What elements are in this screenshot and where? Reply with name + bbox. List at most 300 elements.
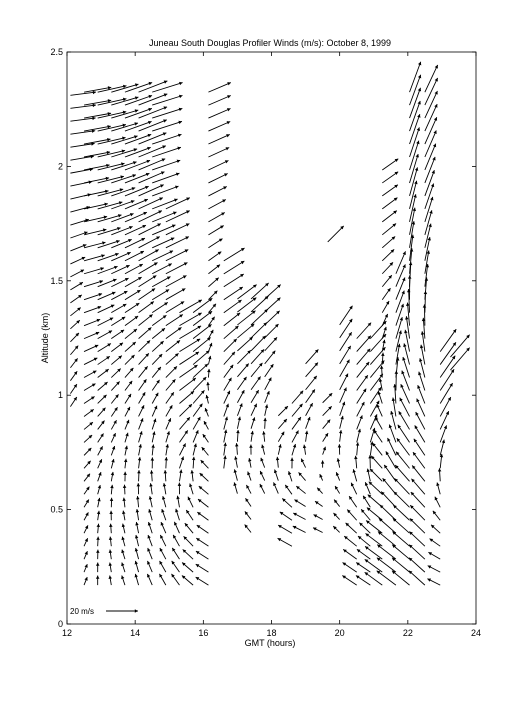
- wind-vector: [274, 470, 278, 481]
- wind-vector: [425, 277, 429, 299]
- wind-vector: [396, 264, 406, 286]
- wind-vector: [410, 518, 425, 533]
- wind-vector: [292, 404, 303, 417]
- wind-vector: [382, 185, 398, 196]
- wind-vector: [425, 91, 438, 118]
- wind-vector: [395, 478, 410, 494]
- wind-vector: [265, 337, 277, 351]
- wind-vector: [208, 199, 225, 208]
- y-tick-label: 0.5: [50, 505, 63, 515]
- wind-vector: [293, 513, 305, 520]
- wind-vector: [224, 378, 232, 391]
- wind-vector: [139, 327, 152, 338]
- wind-vector: [139, 288, 156, 299]
- wind-vector: [179, 339, 200, 352]
- wind-vector: [361, 509, 370, 520]
- x-tick-label: 18: [266, 628, 276, 638]
- wind-vector: [149, 483, 152, 494]
- wind-vector: [356, 562, 370, 572]
- wind-vector: [190, 470, 193, 481]
- wind-vector: [425, 78, 438, 105]
- wind-vector: [161, 522, 166, 533]
- wind-vector: [265, 311, 280, 325]
- wind-vector: [111, 226, 132, 235]
- y-tick-label: 0: [58, 619, 63, 629]
- wind-vector: [412, 465, 425, 481]
- wind-vector: [199, 486, 209, 494]
- wind-vector: [193, 298, 212, 312]
- wind-vector: [84, 461, 91, 469]
- wind-vector: [357, 402, 365, 416]
- wind-vector: [372, 443, 382, 455]
- wind-vector: [237, 377, 246, 390]
- wind-vector: [166, 353, 179, 364]
- wind-vector: [152, 393, 158, 404]
- wind-vector: [152, 354, 162, 365]
- wind-vector: [70, 181, 92, 187]
- wind-vector: [163, 483, 166, 494]
- wind-vector: [152, 82, 182, 92]
- wind-vector: [382, 159, 398, 170]
- wind-vector: [139, 223, 161, 234]
- wind-vector: [196, 538, 208, 546]
- wind-vector: [260, 458, 264, 468]
- wind-vector: [208, 160, 228, 170]
- wind-vector: [343, 549, 357, 559]
- wind-vector: [339, 430, 342, 442]
- wind-vector: [179, 378, 195, 390]
- wind-vector: [111, 343, 123, 352]
- wind-vector: [84, 177, 109, 183]
- wind-vector: [394, 492, 410, 507]
- wind-vector: [160, 535, 166, 546]
- wind-vector: [97, 498, 100, 507]
- wind-vector: [224, 339, 237, 352]
- wind-vector: [382, 236, 395, 247]
- wind-vector: [166, 366, 177, 377]
- wind-vector: [333, 513, 339, 520]
- wind-vector: [237, 364, 248, 377]
- wind-vector: [139, 106, 168, 118]
- wind-vector: [234, 456, 237, 467]
- wind-vector: [338, 444, 342, 454]
- y-tick-label: 2: [58, 161, 63, 171]
- wind-vector: [166, 418, 171, 429]
- wind-vector: [70, 104, 96, 109]
- wind-vector: [189, 483, 193, 494]
- wind-vector: [111, 213, 133, 222]
- wind-vector: [124, 459, 127, 469]
- wind-vector: [84, 358, 97, 365]
- wind-vector: [139, 379, 147, 390]
- wind-vector: [84, 422, 93, 429]
- wind-vector: [224, 248, 245, 261]
- wind-vector: [150, 470, 154, 481]
- wind-vector: [111, 433, 116, 442]
- wind-vector: [292, 431, 299, 443]
- wind-vector: [161, 509, 166, 520]
- wind-vector: [152, 432, 155, 443]
- wind-vector: [166, 431, 170, 442]
- wind-vector: [125, 225, 146, 235]
- wind-vector: [440, 369, 454, 390]
- wind-vector: [111, 459, 114, 468]
- wind-vector: [98, 421, 105, 430]
- wind-vector: [224, 365, 233, 378]
- wind-vector: [98, 369, 109, 377]
- y-axis-label: Altitude (km): [40, 313, 50, 364]
- chart-title: Juneau South Douglas Profiler Winds (m/s): October 8, 1999: [149, 38, 391, 48]
- wind-vector: [125, 160, 150, 170]
- wind-vector: [251, 417, 255, 428]
- wind-vector: [380, 505, 396, 520]
- wind-vector: [202, 447, 209, 455]
- x-axis-label: GMT (hours): [245, 638, 296, 648]
- wind-vector: [278, 432, 284, 442]
- wind-vector: [109, 563, 112, 573]
- wind-vector: [111, 407, 117, 416]
- y-tick-label: 1.5: [50, 276, 63, 286]
- wind-vector: [139, 158, 166, 170]
- wind-vector: [125, 446, 128, 456]
- wind-vector: [265, 298, 281, 312]
- wind-vector: [172, 548, 179, 559]
- wind-vector: [125, 420, 129, 430]
- wind-vector: [223, 443, 226, 456]
- wind-vector: [139, 197, 163, 208]
- wind-vector: [246, 485, 251, 494]
- wind-vector: [234, 469, 238, 480]
- wind-vector: [135, 548, 139, 559]
- wind-vector: [193, 430, 198, 442]
- wind-vector: [175, 509, 179, 520]
- wind-vector: [125, 316, 138, 326]
- wind-vector: [299, 472, 306, 480]
- wind-vector: [321, 460, 325, 467]
- wind-vector: [204, 421, 209, 429]
- wind-vector: [139, 119, 167, 131]
- wind-vector: [193, 337, 211, 351]
- wind-vector: [196, 551, 209, 559]
- wind-vector: [98, 356, 110, 364]
- wind-vector: [98, 98, 127, 105]
- wind-vector: [208, 252, 221, 261]
- wind-vector: [148, 509, 152, 520]
- wind-vector: [292, 444, 296, 455]
- wind-vector: [392, 571, 410, 585]
- wind-vector: [375, 417, 382, 429]
- wind-vector: [152, 251, 173, 261]
- x-tick-label: 22: [403, 628, 413, 638]
- wind-vector: [98, 485, 101, 494]
- wind-vector: [260, 484, 265, 494]
- wind-vector: [84, 125, 111, 131]
- wind-vector: [125, 381, 132, 391]
- wind-vector: [382, 262, 393, 273]
- wind-vector: [224, 313, 240, 326]
- wind-vector: [152, 406, 157, 417]
- wind-vector: [336, 472, 340, 480]
- wind-vector: [135, 561, 139, 572]
- wind-vector: [205, 395, 208, 403]
- wind-vector: [166, 444, 169, 455]
- wind-vector: [152, 160, 180, 170]
- wind-vector: [313, 528, 323, 533]
- wind-vector: [409, 558, 425, 572]
- wind-vector: [84, 577, 88, 585]
- wind-vector: [278, 406, 288, 416]
- wind-vector: [111, 317, 125, 326]
- wind-vector: [387, 438, 396, 455]
- wind-vector: [207, 369, 211, 378]
- wind-vector: [425, 184, 434, 209]
- wind-vector: [251, 376, 261, 389]
- wind-vector: [370, 414, 377, 429]
- scale-label: 20 m/s: [70, 607, 94, 616]
- wind-vector: [306, 363, 318, 377]
- wind-vector: [166, 392, 174, 403]
- wind-vector: [84, 216, 107, 222]
- wind-vector: [278, 419, 287, 429]
- wind-vector: [125, 173, 149, 183]
- wind-vector: [384, 465, 396, 481]
- wind-vector: [179, 404, 192, 416]
- wind-vector: [396, 251, 406, 273]
- wind-vector: [122, 524, 125, 534]
- wind-vector: [84, 241, 106, 247]
- wind-vector: [371, 456, 382, 468]
- wind-vector: [425, 170, 435, 196]
- wind-vector: [208, 343, 212, 352]
- wind-vector: [98, 408, 106, 417]
- wind-vector: [152, 380, 159, 391]
- wind-vector: [152, 95, 182, 105]
- wind-vector: [139, 366, 148, 377]
- wind-vector: [237, 390, 244, 403]
- wind-vector: [347, 510, 356, 521]
- wind-vector: [357, 336, 371, 352]
- wind-vector: [159, 574, 165, 585]
- wind-vector: [265, 391, 270, 403]
- wind-vector: [166, 210, 190, 221]
- wind-vector: [152, 341, 163, 351]
- wind-vector: [208, 317, 214, 326]
- wind-vector: [96, 563, 100, 573]
- wind-vector: [84, 409, 94, 416]
- wind-vector: [166, 405, 172, 416]
- wind-vector: [109, 550, 112, 560]
- wind-vector: [250, 431, 253, 442]
- x-tick-label: 12: [62, 628, 72, 638]
- wind-vector: [382, 275, 392, 287]
- wind-vector: [147, 574, 152, 585]
- wind-vector: [251, 404, 257, 416]
- wind-vector: [411, 492, 425, 507]
- wind-vector: [139, 314, 153, 325]
- wind-vector: [435, 497, 440, 508]
- wind-vector: [84, 86, 111, 92]
- wind-vector: [109, 537, 112, 547]
- wind-vector: [323, 393, 333, 403]
- wind-vector: [306, 376, 317, 390]
- wind-vector: [278, 538, 292, 546]
- wind-vector: [323, 406, 332, 415]
- wind-vector: [357, 549, 370, 559]
- wind-vector: [70, 308, 80, 316]
- wind-vector: [317, 488, 322, 494]
- wind-vector: [359, 523, 370, 534]
- wind-vector: [98, 343, 111, 351]
- wind-vector: [263, 418, 267, 429]
- wind-vector: [208, 134, 229, 144]
- wind-vector: [288, 471, 292, 481]
- wind-vector: [233, 482, 237, 493]
- wind-vector: [166, 314, 183, 325]
- wind-vector: [410, 505, 425, 520]
- wind-vector: [370, 428, 375, 443]
- wind-vector: [151, 444, 154, 455]
- wind-vector: [125, 355, 135, 365]
- wind-vector: [84, 151, 110, 157]
- wind-vector: [139, 132, 167, 144]
- wind-vector: [440, 454, 443, 468]
- wind-vector: [139, 431, 143, 442]
- wind-vector: [382, 249, 394, 260]
- wind-vector: [409, 571, 425, 585]
- wind-vector: [224, 352, 235, 365]
- wind-vector: [410, 248, 414, 273]
- wind-vector: [396, 291, 405, 313]
- wind-vector: [333, 526, 339, 532]
- wind-vector: [147, 561, 152, 572]
- wind-vector: [166, 379, 176, 390]
- wind-vector: [166, 249, 188, 260]
- wind-vector: [425, 130, 437, 157]
- wind-vector: [224, 417, 228, 430]
- wind-vector: [425, 65, 438, 92]
- wind-vector: [354, 456, 358, 469]
- wind-vector: [425, 117, 437, 144]
- wind-vector: [278, 525, 292, 533]
- wind-vector: [340, 416, 344, 429]
- wind-vector: [440, 440, 445, 456]
- wind-vector: [135, 574, 139, 585]
- wind-vector: [121, 537, 125, 547]
- wind-vector: [152, 199, 177, 209]
- wind-vector: [433, 511, 440, 520]
- wind-vector: [125, 303, 139, 313]
- scale-key: [70, 607, 138, 616]
- wind-vector: [183, 549, 193, 559]
- wind-vector: [84, 345, 98, 352]
- wind-vector: [160, 561, 166, 572]
- wind-vector: [410, 221, 416, 248]
- wind-vector: [84, 538, 88, 546]
- wind-vector: [224, 404, 229, 417]
- wind-vector: [357, 415, 363, 429]
- wind-vector: [224, 391, 230, 404]
- wind-vector: [152, 328, 165, 338]
- wind-vector: [392, 532, 409, 547]
- scale-arrow: [106, 609, 138, 613]
- wind-vector: [396, 304, 404, 326]
- wind-vector: [96, 537, 100, 547]
- wind-vector: [368, 455, 372, 468]
- wind-vector: [172, 561, 180, 572]
- wind-vector: [205, 408, 209, 416]
- wind-vector: [224, 274, 244, 287]
- wind-vector: [179, 417, 189, 429]
- wind-vector: [84, 564, 88, 572]
- wind-vector: [382, 172, 398, 183]
- wind-vector: [84, 487, 89, 495]
- wind-vector: [152, 289, 169, 299]
- wind-vector: [98, 382, 108, 390]
- wind-vector: [192, 457, 196, 468]
- wind-vector: [306, 403, 313, 416]
- wind-vector: [109, 524, 113, 534]
- wind-vector: [292, 417, 301, 429]
- wind-vector: [70, 257, 85, 264]
- wind-vector: [392, 558, 410, 572]
- wind-vector: [162, 496, 166, 507]
- wind-vector: [395, 465, 409, 481]
- wind-vector: [265, 364, 274, 377]
- wind-vector: [98, 395, 107, 404]
- wind-vector: [224, 261, 245, 274]
- wind-vector: [251, 349, 264, 363]
- wind-vector: [125, 186, 149, 196]
- wind-vector: [139, 353, 149, 364]
- wind-vector: [98, 318, 114, 326]
- wind-vector: [365, 482, 370, 494]
- wind-vector: [262, 431, 265, 441]
- wind-vector: [179, 326, 201, 339]
- wind-vector: [305, 431, 308, 442]
- wind-vector: [152, 419, 156, 430]
- wind-vector: [248, 458, 251, 468]
- wind-vector: [125, 407, 130, 417]
- wind-vector: [356, 576, 370, 586]
- wind-vector: [166, 327, 182, 338]
- wind-vector: [440, 329, 456, 351]
- wind-vector: [70, 384, 76, 394]
- wind-vector: [396, 277, 405, 299]
- wind-vector: [111, 446, 115, 455]
- wind-vector: [436, 483, 440, 495]
- wind-vector: [174, 522, 179, 533]
- wind-vector: [139, 145, 166, 157]
- wind-vector: [139, 184, 164, 196]
- wind-vector: [137, 470, 141, 481]
- wind-vector: [184, 536, 194, 546]
- wind-vector: [306, 349, 319, 363]
- wind-vector: [197, 525, 209, 533]
- wind-vector: [84, 164, 110, 170]
- wind-vector: [125, 212, 147, 222]
- wind-vector: [98, 472, 102, 481]
- wind-vector: [349, 496, 357, 507]
- wind-vector: [198, 499, 208, 507]
- wind-vector: [357, 429, 361, 443]
- wind-vector: [251, 390, 259, 403]
- wind-vector: [208, 278, 218, 287]
- wind-vector: [123, 485, 127, 495]
- wind-vector: [208, 173, 227, 183]
- wind-vector: [208, 82, 230, 92]
- wind-vector: [370, 401, 379, 417]
- wind-vector: [278, 444, 281, 454]
